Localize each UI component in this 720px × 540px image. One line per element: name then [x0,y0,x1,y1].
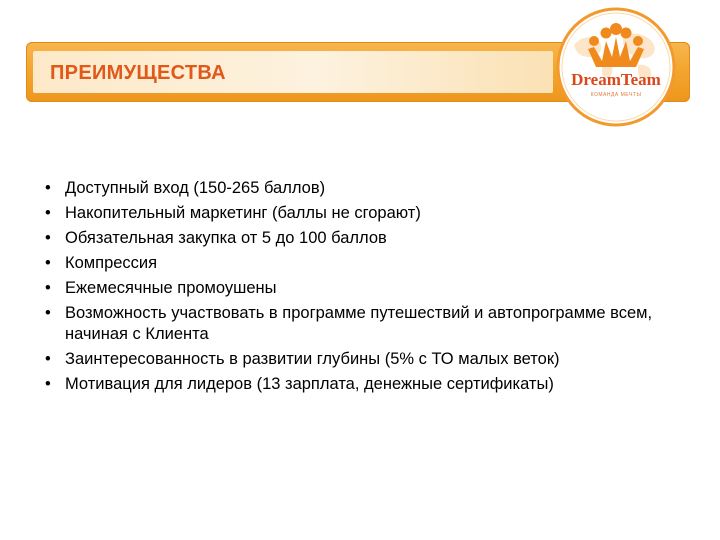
bullet-dot-icon: • [45,375,51,393]
list-item [45,203,685,224]
bullet-dot-icon: • [45,279,51,297]
bullet-dot-icon: • [45,254,51,272]
bullet-dot-icon: • [45,229,51,247]
list-item [45,374,685,395]
list-item-text: Компрессия [65,254,158,272]
logo-tagline: КОМАНДА МЕЧТЫ [590,92,642,98]
bullet-dot-icon: • [45,204,51,222]
slide-title: ПРЕИМУЩЕСТВА [50,62,226,84]
list-item-text: Доступный вход (150-265 баллов) [65,179,326,197]
bullet-dot-icon: • [45,304,51,322]
list-item [45,253,685,274]
dreamteam-logo [554,5,678,129]
list-item [45,349,685,370]
advantages-list [45,178,685,399]
bullet-dot-icon: • [45,179,51,197]
bullet-dot-icon: • [45,350,51,368]
list-item-text: Мотивация для лидеров (13 зарплата, денежные сертификаты) [65,375,554,393]
list-item-text: Возможность участвовать в программе путешествий и автопрограмме всем, начиная с Клиента [65,304,653,343]
list-item [45,303,685,345]
list-item-text: Накопительный маркетинг (баллы не сгорают) [65,204,421,222]
list-item-text: Заинтересованность в развитии глубины (5% с ТО малых веток) [65,350,560,368]
list-item [45,178,685,199]
list-item-text: Ежемесячные промоушены [65,279,277,297]
list-item-text: Обязательная закупка от 5 до 100 баллов [65,229,387,247]
list-item [45,278,685,299]
logo-brand: DreamTeam [571,70,661,89]
list-item [45,228,685,249]
